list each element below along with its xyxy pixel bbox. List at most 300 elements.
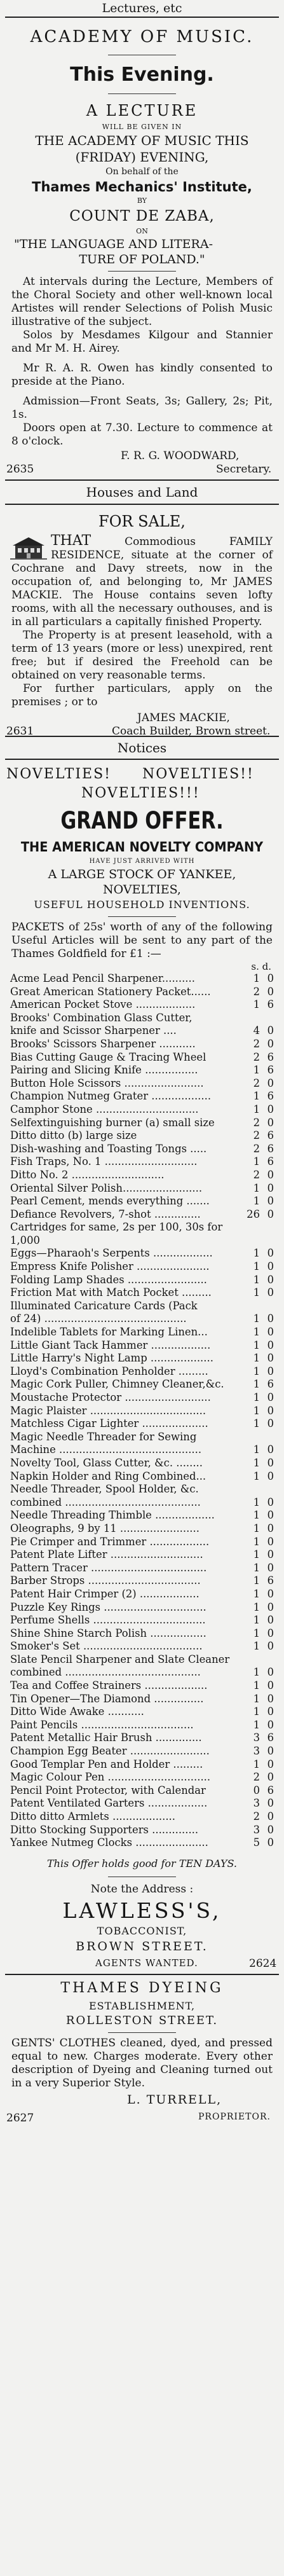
- price-item: [10, 1300, 274, 1313]
- item-name: Brooks' Combination Glass Cutter,: [10, 1011, 193, 1024]
- mackie-name: JAMES MACKIE,: [137, 712, 230, 724]
- item-name: combined .........................................: [10, 1496, 201, 1508]
- price-item: [10, 1365, 274, 1379]
- ad-number: 2635: [6, 463, 34, 476]
- price-item: [10, 1391, 274, 1405]
- price-item: [10, 1653, 274, 1667]
- item-pence: 6: [267, 998, 274, 1011]
- item-pence: 0: [267, 1718, 274, 1731]
- item-name: Ditto Wide Awake ...........: [10, 1705, 144, 1718]
- divider: [108, 271, 176, 272]
- item-pence: [260, 1234, 274, 1248]
- item-shillings: [246, 1012, 260, 1025]
- establishment-line: ESTABLISHMENT,: [88, 1999, 196, 2012]
- item-shillings: 1: [253, 1090, 260, 1103]
- item-name: Good Templar Pen and Holder .........: [10, 1758, 203, 1770]
- item-shillings: 3: [253, 1732, 260, 1744]
- item-pence: 0: [267, 1456, 274, 1469]
- price-item: [10, 1090, 274, 1103]
- item-pence: 0: [267, 1614, 274, 1627]
- item-shillings: 1: [253, 1378, 260, 1391]
- item-name: Selfextinguishing burner (a) small size: [10, 1116, 215, 1129]
- price-item: [10, 1234, 274, 1248]
- topic-line-1: "THE LANGUAGE AND LITERA-: [14, 237, 213, 251]
- item-name: Dish-washing and Toasting Tongs .....: [10, 1142, 207, 1155]
- item-shillings: 3: [253, 1823, 260, 1836]
- item-pence: 0: [267, 1810, 274, 1822]
- item-shillings: 1: [253, 1627, 260, 1639]
- item-shillings: 1: [253, 1260, 260, 1273]
- ad-number: 2631: [6, 725, 34, 738]
- item-shillings: 1: [253, 1509, 260, 1522]
- item-pence: 0: [267, 972, 274, 984]
- item-shillings: 1: [253, 1312, 260, 1325]
- price-item: [10, 1024, 274, 1038]
- item-pence: 0: [267, 1103, 274, 1115]
- item-shillings: 1: [253, 998, 260, 1011]
- item-name: Slate Pencil Sharpener and Slate Cleaner: [10, 1653, 230, 1665]
- price-item: [10, 1509, 274, 1522]
- price-item: [10, 1483, 274, 1496]
- price-item: [10, 1522, 274, 1536]
- particulars-paragraph: For further particulars, apply on the premises ; or to: [11, 682, 273, 708]
- price-item: [10, 1470, 274, 1484]
- price-item: [10, 1745, 274, 1758]
- price-item: [10, 1679, 274, 1693]
- ad-number: 2627: [6, 2111, 34, 2125]
- item-name: Pattern Tracer ...................................: [10, 1561, 207, 1574]
- item-pence: 0: [267, 1627, 274, 1639]
- item-pence: 0: [267, 1037, 274, 1050]
- item-shillings: 1: [253, 1522, 260, 1534]
- item-pence: 0: [267, 1312, 274, 1325]
- item-shillings: 2: [253, 1050, 260, 1063]
- item-shillings: 1: [253, 1601, 260, 1613]
- item-shillings: 0: [253, 1784, 260, 1796]
- item-pence: 0: [267, 1365, 274, 1377]
- price-item: [10, 1431, 274, 1444]
- item-pence: 0: [267, 1823, 274, 1836]
- item-name: Camphor Stone ...............................: [10, 1103, 199, 1115]
- item-pence: 6: [267, 1574, 274, 1587]
- item-name: of 24) ...........................................: [10, 1312, 187, 1325]
- item-pence: 0: [267, 1836, 274, 1849]
- item-name: Bias Cutting Gauge & Tracing Wheel: [10, 1050, 206, 1063]
- item-pence: 0: [267, 1705, 274, 1718]
- item-name: Eggs—Pharaoh's Serpents ..................: [10, 1247, 213, 1260]
- dyeing-paragraph: GENTS' CLOTHES cleaned, dyed, and pressed equal to new. Charges moderate. Every other description of Dyeing and Cleaning turned out in a very Superior Style.: [11, 2036, 273, 2090]
- item-pence: 0: [267, 1601, 274, 1613]
- item-pence: 0: [267, 1181, 274, 1194]
- price-item: [10, 1077, 274, 1091]
- price-item: [10, 1260, 274, 1274]
- divider: [5, 759, 279, 760]
- item-pence: 0: [267, 1548, 274, 1561]
- lectures-header: Lectures, etc: [102, 1, 182, 15]
- item-name: Magic Needle Threader for Sewing: [10, 1430, 197, 1443]
- tobacconist-line: TOBACCONIST,: [97, 1924, 187, 1937]
- piano-paragraph: Mr R. A. R. Owen has kindly consented to preside at the Piano.: [11, 362, 273, 388]
- novelties-2: NOVELTIES!!: [142, 766, 254, 782]
- item-name: Champion Egg Beater ........................: [10, 1745, 210, 1758]
- item-pence: 6: [267, 1784, 274, 1796]
- item-pence: 0: [267, 1273, 274, 1286]
- item-pence: 0: [267, 1326, 274, 1339]
- price-item: [10, 1824, 274, 1837]
- item-shillings: 1: [253, 1417, 260, 1430]
- item-shillings: 1: [253, 1548, 260, 1561]
- price-item: [10, 1339, 274, 1353]
- price-item: [10, 972, 274, 986]
- item-pence: 0: [267, 1771, 274, 1784]
- by-line: BY: [137, 196, 147, 205]
- item-shillings: 1: [253, 1181, 260, 1194]
- price-item: [10, 1588, 274, 1601]
- price-item: [10, 1457, 274, 1470]
- price-item: [10, 1352, 274, 1365]
- item-shillings: 1: [253, 1247, 260, 1260]
- item-shillings: 1: [253, 1352, 260, 1365]
- price-item: [10, 1143, 274, 1156]
- item-name: American Pocket Stove ..................: [10, 998, 196, 1011]
- item-shillings: 1: [253, 1574, 260, 1587]
- leasehold-paragraph: The Property is at present leasehold, with a term of 13 years (more or less) unexpired, rent free; but if desired the Freehold can be obtained on very reasonable terms.: [11, 629, 273, 682]
- item-name: Oleographs, 9 by 11 ........................: [10, 1522, 199, 1534]
- residence-paragraph: Commodious FAMILY RESIDENCE, situate at the corner of Cochrane and Davy streets, now in the occupation of, and belonging to, Mr JAMES MACKIE. The House contains seven lofty rooms, with all the necessary outhouses, and is in all particulars a capitally finished Property.: [11, 535, 273, 628]
- item-name: Matchless Cigar Lighter ....................: [10, 1417, 208, 1430]
- item-name: Tin Opener—The Diamond ...............: [10, 1692, 204, 1705]
- item-shillings: 2: [253, 1810, 260, 1822]
- item-shillings: 1: [253, 1391, 260, 1403]
- item-shillings: 5: [253, 1836, 260, 1849]
- signer-title: Secretary.: [216, 463, 272, 476]
- item-name: Ditto Stocking Supporters ..............: [10, 1823, 199, 1836]
- price-item: [10, 1103, 274, 1117]
- item-name: Pairing and Slicing Knife ................: [10, 1064, 198, 1077]
- price-item: [10, 1326, 274, 1339]
- item-name: Ditto ditto Armlets ...................: [10, 1810, 175, 1822]
- item-pence: 0: [267, 1470, 274, 1482]
- item-shillings: 1: [253, 1443, 260, 1456]
- item-name: Perfume Shells ..................................: [10, 1614, 206, 1627]
- item-shillings: 1: [253, 1470, 260, 1482]
- item-pence: 0: [267, 1666, 274, 1679]
- academy-line: THE ACADEMY OF MUSIC THIS: [35, 133, 249, 148]
- item-shillings: 2: [253, 985, 260, 998]
- item-shillings: 2: [253, 1116, 260, 1129]
- item-name: Illuminated Caricature Cards (Pack: [10, 1299, 198, 1312]
- item-pence: 6: [267, 1142, 274, 1155]
- price-list: [10, 972, 274, 1850]
- item-name: Magic Colour Pen ...............................: [10, 1771, 211, 1784]
- item-name: Napkin Holder and Ring Combined...: [10, 1470, 206, 1482]
- address-note: Note the Address :: [90, 1882, 194, 1896]
- item-shillings: 1: [253, 1103, 260, 1115]
- item-shillings: 1: [253, 1195, 260, 1208]
- item-pence: 0: [267, 1692, 274, 1705]
- item-pence: 6: [267, 1090, 274, 1103]
- rolleston-line: ROLLESTON STREET.: [65, 2013, 219, 2027]
- lecturer-name: COUNT DE ZABA,: [69, 208, 215, 224]
- item-name: Oriental Silver Polish........................: [10, 1181, 203, 1194]
- item-name: Patent Ventilated Garters ..................: [10, 1797, 208, 1810]
- price-item: [10, 1208, 274, 1222]
- item-shillings: 1: [253, 1705, 260, 1718]
- item-shillings: 1: [253, 1339, 260, 1351]
- divider: [108, 2032, 176, 2033]
- item-name: Moustache Protector ..........................: [10, 1391, 211, 1403]
- will-be-given: WILL BE GIVEN IN: [102, 123, 182, 131]
- ad-number: 2624: [249, 1957, 277, 1970]
- item-pence: 0: [267, 1417, 274, 1430]
- item-pence: 0: [267, 1247, 274, 1260]
- turrell-name: L. TURRELL,: [127, 2092, 222, 2107]
- item-shillings: 2: [253, 1077, 260, 1089]
- item-pence: 6: [267, 1064, 274, 1077]
- item-pence: 0: [267, 1077, 274, 1089]
- item-pence: 0: [267, 985, 274, 998]
- lecture-heading: A LECTURE: [86, 102, 198, 120]
- behalf-line: On behalf of the: [105, 167, 179, 177]
- household-line: USEFUL HOUSEHOLD INVENTIONS.: [34, 899, 250, 911]
- price-item: [10, 1705, 274, 1719]
- item-shillings: 3: [253, 1797, 260, 1810]
- price-item: [10, 1312, 274, 1326]
- that-lead: THAT: [51, 533, 91, 549]
- item-pence: 0: [267, 1260, 274, 1273]
- item-pence: 0: [267, 1208, 274, 1220]
- item-pence: 0: [267, 1640, 274, 1653]
- brown-street-line: BROWN STREET.: [76, 1939, 208, 1953]
- novelties-line: NOVELTIES,: [103, 883, 181, 897]
- houses-header: Houses and Land: [86, 485, 198, 500]
- item-shillings: [246, 1221, 260, 1234]
- item-name: Patent Hair Crimper (2) ..................: [10, 1587, 199, 1600]
- item-pence: [260, 1431, 274, 1444]
- stock-line: A LARGE STOCK OF YANKEE,: [48, 867, 236, 881]
- item-pence: 0: [267, 1168, 274, 1181]
- item-shillings: 1: [253, 972, 260, 984]
- item-pence: 0: [267, 1404, 274, 1417]
- item-shillings: 1: [253, 1456, 260, 1469]
- topic-line-2: TURE OF POLAND.": [79, 252, 205, 266]
- house-icon: [10, 535, 47, 560]
- admission-paragraph: Admission—Front Seats, 3s; Gallery, 2s; Pit, 1s.: [11, 395, 273, 421]
- price-item: [10, 1496, 274, 1510]
- item-shillings: 2: [253, 1168, 260, 1181]
- item-pence: 0: [267, 1797, 274, 1810]
- price-item: [10, 1548, 274, 1562]
- arrived-line: HAVE JUST ARRIVED WITH: [89, 858, 195, 865]
- price-item: [10, 1038, 274, 1051]
- item-name: Pencil Point Protector, with Calendar: [10, 1784, 206, 1796]
- item-name: Paint Pencils ..................................: [10, 1718, 194, 1731]
- item-shillings: 1: [253, 1064, 260, 1077]
- item-pence: 0: [267, 1391, 274, 1403]
- mackie-address: Coach Builder, Brown street.: [112, 725, 271, 738]
- item-pence: [260, 1483, 274, 1496]
- divider: [5, 1974, 279, 1975]
- academy-heading: ACADEMY OF MUSIC.: [30, 27, 254, 46]
- item-pence: 6: [267, 1050, 274, 1063]
- item-name: Puzzle Key Rings ...............................: [10, 1601, 206, 1613]
- item-name: Indelible Tablets for Marking Linen...: [10, 1326, 208, 1339]
- price-item: [10, 1719, 274, 1732]
- item-pence: 0: [267, 1116, 274, 1129]
- price-item: [10, 1836, 274, 1850]
- item-shillings: 1: [253, 1561, 260, 1574]
- price-item: [10, 1784, 274, 1798]
- price-item: [10, 1247, 274, 1260]
- price-item: [10, 1666, 274, 1679]
- novelties-1: NOVELTIES!: [6, 766, 111, 782]
- item-name: Patent Metallic Hair Brush ..............: [10, 1732, 202, 1744]
- item-pence: 0: [267, 1496, 274, 1508]
- notices-header: Notices: [117, 740, 167, 755]
- item-shillings: 2: [253, 1129, 260, 1142]
- novelties-3: NOVELTIES!!!: [81, 785, 200, 801]
- price-item: [10, 1614, 274, 1627]
- item-shillings: 1: [253, 1365, 260, 1377]
- item-shillings: [246, 1483, 260, 1496]
- item-shillings: 3: [253, 1745, 260, 1758]
- proprietor-title: PROPRIETOR.: [198, 2111, 271, 2122]
- this-evening-heading: This Evening.: [70, 64, 214, 86]
- for-sale-heading: FOR SALE,: [98, 513, 186, 530]
- item-shillings: 2: [253, 1142, 260, 1155]
- price-item: [10, 1443, 274, 1457]
- item-pence: 0: [267, 1443, 274, 1456]
- item-name: Lloyd's Combination Penholder .........: [10, 1365, 208, 1377]
- lectures-section: [0, 0, 284, 477]
- price-item: [10, 1574, 274, 1588]
- item-name: Little Harry's Night Lamp ...................: [10, 1352, 213, 1365]
- item-name: Great American Stationery Packet......: [10, 985, 211, 998]
- price-item: [10, 1771, 274, 1784]
- price-item: [10, 1221, 274, 1234]
- divider: [108, 93, 176, 94]
- item-name: Tea and Coffee Strainers ...................: [10, 1679, 208, 1692]
- agents-wanted: AGENTS WANTED.: [95, 1957, 198, 1969]
- item-name: Patent Plate Lifter ............................: [10, 1548, 203, 1561]
- price-item: [10, 1627, 274, 1641]
- item-pence: 0: [267, 1522, 274, 1534]
- item-pence: 0: [267, 1352, 274, 1365]
- item-name: Defiance Revolvers, 7-shot ..............: [10, 1208, 201, 1220]
- price-item: [10, 1417, 274, 1431]
- item-name: Barber Strops ..................................: [10, 1574, 201, 1587]
- institute-name: Thames Mechanics' Institute,: [32, 179, 252, 195]
- offer-duration: This Offer holds good for TEN DAYS.: [47, 1857, 237, 1870]
- item-shillings: [246, 1234, 260, 1248]
- item-name: Pearl Cement, mends everything .......: [10, 1195, 210, 1208]
- price-item: [10, 1405, 274, 1418]
- item-name: knife and Scissor Sharpener ....: [10, 1024, 177, 1037]
- company-name: THE AMERICAN NOVELTY COMPANY: [20, 839, 264, 855]
- item-pence: 0: [267, 1587, 274, 1600]
- price-item: [10, 986, 274, 999]
- item-shillings: 1: [253, 1286, 260, 1299]
- item-pence: [260, 1653, 274, 1667]
- item-shillings: 1: [253, 1666, 260, 1679]
- price-item: [10, 1117, 274, 1130]
- price-item: [10, 1064, 274, 1077]
- item-shillings: 1: [253, 1404, 260, 1417]
- price-item: [10, 1562, 274, 1575]
- item-name: Empress Knife Polisher ......................: [10, 1260, 210, 1273]
- signer-name: F. R. G. WOODWARD,: [121, 450, 240, 462]
- item-name: Fish Traps, No. 1 ............................: [10, 1155, 198, 1168]
- price-item: [10, 1758, 274, 1772]
- item-name: Machine ...........................................: [10, 1443, 202, 1456]
- item-shillings: [246, 1300, 260, 1313]
- item-name: combined .........................................: [10, 1666, 201, 1679]
- item-pence: 0: [267, 1758, 274, 1770]
- doors-paragraph: Doors open at 7.30. Lecture to commence at 8 o'clock.: [11, 422, 273, 448]
- divider: [108, 916, 176, 917]
- item-shillings: 4: [253, 1024, 260, 1037]
- item-name: Needle Threader, Spool Holder, &c.: [10, 1483, 199, 1496]
- item-pence: 0: [267, 1679, 274, 1692]
- item-shillings: 1: [253, 1535, 260, 1548]
- price-item: [10, 1732, 274, 1745]
- item-pence: [260, 1300, 274, 1313]
- item-pence: 6: [267, 1129, 274, 1142]
- item-pence: 6: [267, 1732, 274, 1744]
- item-name: Acme Lead Pencil Sharpener..........: [10, 972, 195, 984]
- item-shillings: [246, 1431, 260, 1444]
- on-line: ON: [136, 227, 148, 235]
- grand-offer-heading: GRAND OFFER.: [60, 807, 224, 834]
- price-item: [10, 1182, 274, 1195]
- item-shillings: 1: [253, 1326, 260, 1339]
- item-shillings: 1: [253, 1273, 260, 1286]
- price-item: [10, 1129, 274, 1143]
- intervals-paragraph: At intervals during the Lecture, Members of the Choral Society and other well-known local Artistes will render Selections of Polish Music illustrative of the subject.: [11, 275, 273, 328]
- item-pence: 0: [267, 1286, 274, 1299]
- item-shillings: 1: [253, 1587, 260, 1600]
- item-shillings: 1: [253, 1718, 260, 1731]
- item-name: Folding Lamp Shades ........................: [10, 1273, 207, 1286]
- houses-section: [0, 479, 284, 739]
- item-pence: 0: [267, 1561, 274, 1574]
- item-name: Magic Plaister ...................................: [10, 1404, 206, 1417]
- item-shillings: 1: [253, 1496, 260, 1508]
- item-pence: 0: [267, 1509, 274, 1522]
- item-shillings: [246, 1653, 260, 1667]
- price-item: [10, 1601, 274, 1615]
- item-name: Pie Crimper and Trimmer ..................: [10, 1535, 210, 1548]
- divider: [5, 504, 279, 505]
- item-name: Champion Nutmeg Grater ..................: [10, 1090, 212, 1103]
- item-name: Needle Threading Thimble ..................: [10, 1509, 215, 1522]
- price-item: [10, 998, 274, 1012]
- item-pence: 0: [267, 1195, 274, 1208]
- price-item: [10, 1169, 274, 1182]
- price-item: [10, 1274, 274, 1287]
- item-shillings: 2: [253, 1771, 260, 1784]
- item-name: Shine Shine Starch Polish .................: [10, 1627, 206, 1639]
- item-name: Yankee Nutmeg Clocks ......................: [10, 1836, 208, 1849]
- item-name: Cartridges for same, 2s per 100, 30s for: [10, 1221, 223, 1234]
- item-pence: [260, 1012, 274, 1025]
- solos-paragraph: Solos by Mesdames Kilgour and Stannier and Mr M. H. Airey.: [11, 329, 273, 355]
- item-shillings: 1: [253, 1155, 260, 1168]
- item-pence: 0: [267, 1745, 274, 1758]
- price-item: [10, 1536, 274, 1549]
- evening-line: (FRIDAY) EVENING,: [75, 149, 209, 165]
- item-shillings: 1: [253, 1679, 260, 1692]
